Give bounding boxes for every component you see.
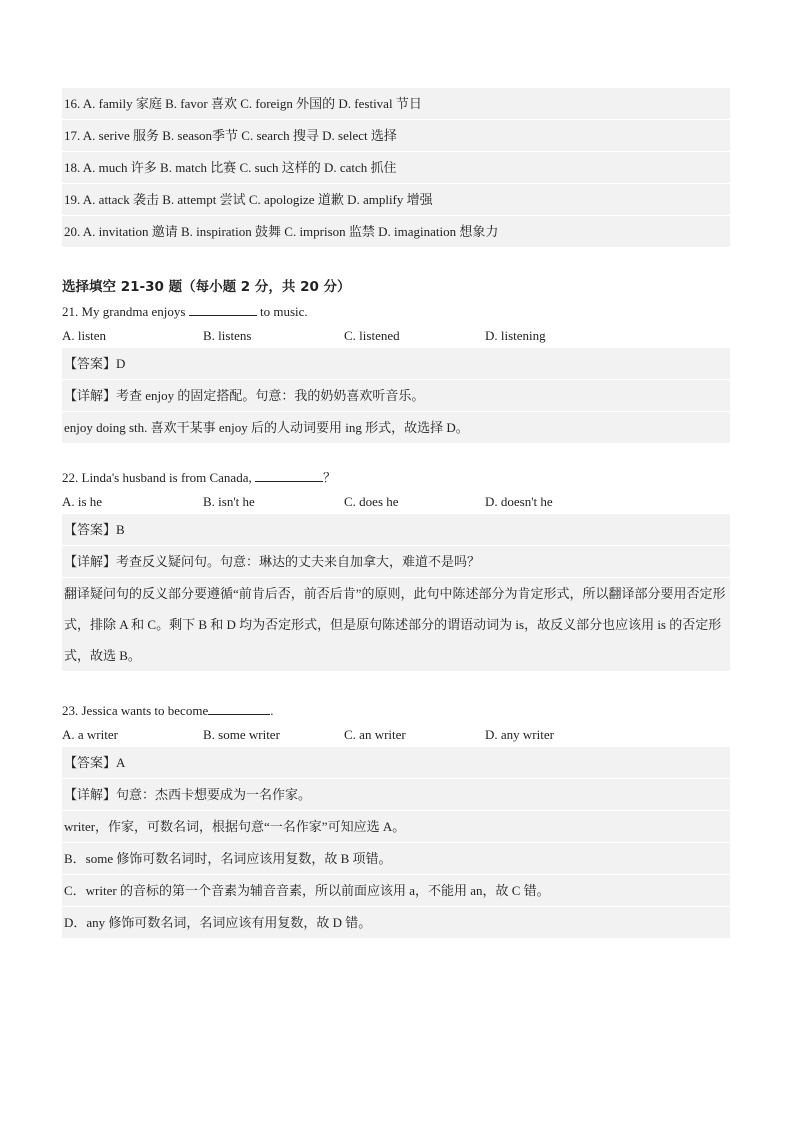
vocab-line-20: 20. A. invitation 邀请 B. inspiration 鼓舞 C. imprison 监禁 D. imagination 想象力 xyxy=(62,216,730,248)
options-row xyxy=(62,492,730,512)
solution-block xyxy=(62,348,730,444)
question-stem: 23. Jessica wants to become . xyxy=(62,703,274,718)
detail-line: 【详解】考查反义疑问句。句意：琳达的丈夫来自加拿大，难道不是吗？ xyxy=(62,546,730,578)
answer-blank xyxy=(189,303,257,316)
detail-line: 【详解】句意：杰西卡想要成为一名作家。 xyxy=(62,779,730,811)
question-stem: 21. My grandma enjoys to music. xyxy=(62,304,308,319)
option-c: C. does he xyxy=(344,494,399,509)
section-title: 选择填空 21-30 题（每小题 2 分，共 20 分） xyxy=(62,279,351,295)
answer-line: 【答案】A xyxy=(62,747,730,779)
vocab-block xyxy=(62,88,730,248)
question-21 xyxy=(62,302,730,444)
option-a: A. listen xyxy=(62,328,107,343)
detail-line: C．writer 的音标的第一个音素为辅音音素，所以前面应该用 a，不能用 an，故 C 错。 xyxy=(62,875,730,907)
option-a: A. a writer xyxy=(62,727,118,742)
detail-line: B．some 修饰可数名词时，名词应该用复数，故 B 项错。 xyxy=(62,843,730,875)
option-b: B. listens xyxy=(203,328,252,343)
options-row xyxy=(62,326,730,346)
detail-line: writer，作家，可数名词，根据句意“一名作家”可知应选 A。 xyxy=(62,811,730,843)
option-c: C. an writer xyxy=(344,727,406,742)
detail-line: 【详解】考查 enjoy 的固定搭配。句意：我的奶奶喜欢听音乐。 xyxy=(62,380,730,412)
option-b: B. some writer xyxy=(203,727,280,742)
vocab-line-18: 18. A. much 许多 B. match 比赛 C. such 这样的 D. catch 抓住 xyxy=(62,152,730,184)
option-c: C. listened xyxy=(344,328,400,343)
options-row xyxy=(62,725,730,745)
vocab-line-17: 17. A. serive 服务 B. season季节 C. search 搜寻 D. select 选择 xyxy=(62,120,730,152)
answer-line: 【答案】D xyxy=(62,348,730,380)
question-stem: 22. Linda's husband is from Canada, ？ xyxy=(62,470,336,485)
answer-line: 【答案】B xyxy=(62,514,730,546)
vocab-line-19: 19. A. attack 袭击 B. attempt 尝试 C. apologize 道歉 D. amplify 增强 xyxy=(62,184,730,216)
detail-line: D．any 修饰可数名词，名词应该有用复数，故 D 错。 xyxy=(62,907,730,939)
answer-blank xyxy=(208,702,270,715)
exam-page xyxy=(62,88,730,939)
option-d: D. listening xyxy=(485,328,546,343)
detail-paragraph: 翻译疑问句的反义部分要遵循“前肯后否，前否后肯”的原则，此句中陈述部分为肯定形式，所以翻译部分要用否定形式，排除 A 和 C。剩下 B 和 D 均为否定形式，但是原句陈述部分的谓语动词为 is，故反义部分也应该用 is 的否定形式，故选 B。 xyxy=(64,586,726,663)
solution-block xyxy=(62,747,730,939)
question-22 xyxy=(62,468,730,671)
vocab-line-16: 16. A. family 家庭 B. favor 喜欢 C. foreign 外国的 D. festival 节日 xyxy=(62,88,730,120)
answer-blank xyxy=(255,469,323,482)
question-23 xyxy=(62,701,730,939)
solution-block xyxy=(62,514,730,671)
option-d: D. doesn't he xyxy=(485,494,553,509)
option-a: A. is he xyxy=(62,494,103,509)
option-b: B. isn't he xyxy=(203,494,255,509)
option-d: D. any writer xyxy=(485,727,554,742)
detail-line: enjoy doing sth. 喜欢干某事 enjoy 后的人动词要用 ing 形式，故选择 D。 xyxy=(62,412,730,444)
